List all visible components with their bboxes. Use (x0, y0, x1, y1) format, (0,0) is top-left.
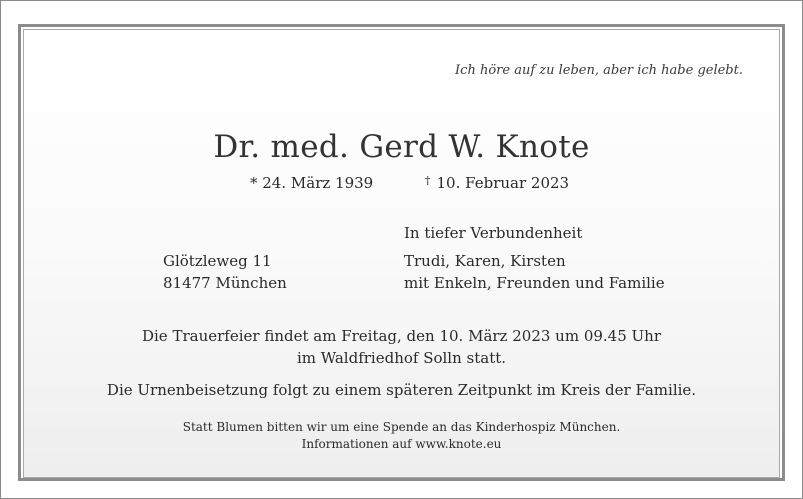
deceased-name: Dr. med. Gerd W. Knote (213, 129, 590, 165)
death-date: 10. Februar 2023 (436, 174, 570, 192)
ceremony-line-1: Die Trauerfeier findet am Freitag, den 10. März 2023 um 09.45 Uhr (141, 327, 662, 345)
birth-date: * 24. März 1939 (250, 174, 374, 192)
info-website: Informationen auf www.knote.eu (301, 437, 502, 451)
donation-note: Statt Blumen bitten wir um eine Spende an das Kinderhospiz München. (182, 420, 621, 434)
family-extended: mit Enkeln, Freunden und Familie (404, 274, 665, 292)
death-date-line (425, 174, 569, 192)
obituary-card (23, 29, 780, 478)
motto-quote: Ich höre auf zu leben, aber ich habe gelebt. (455, 63, 743, 78)
closing-phrase: In tiefer Verbundenheit (404, 224, 583, 242)
cross-symbol: † (425, 174, 431, 187)
ceremony-line-2: im Waldfriedhof Solln statt. (296, 349, 507, 367)
address-city: 81477 München (163, 274, 287, 292)
address-street: Glötzleweg 11 (163, 252, 272, 270)
obituary-frame (18, 24, 785, 481)
urn-burial-note: Die Urnenbeisetzung folgt zu einem späteren Zeitpunkt im Kreis der Familie. (106, 381, 697, 399)
family-names: Trudi, Karen, Kirsten (404, 252, 566, 270)
